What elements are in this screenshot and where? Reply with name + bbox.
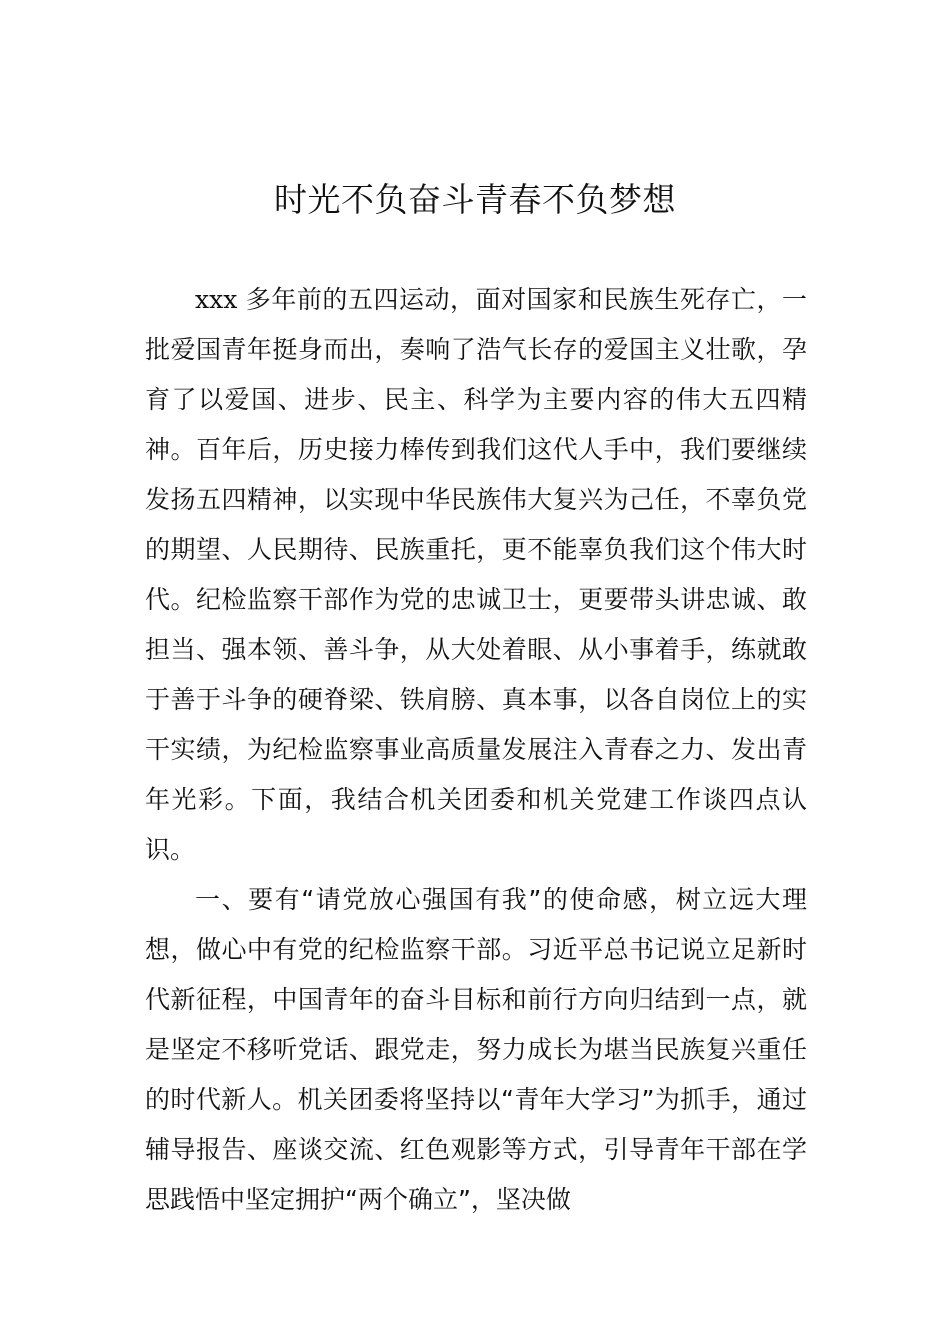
document-body bbox=[145, 275, 807, 1225]
paragraph-intro-lead: xxx bbox=[195, 285, 238, 314]
document-title: 时光不负奋斗青春不负梦想 bbox=[274, 180, 676, 219]
paragraph-point-one: 一、要有“请党放心强国有我”的使命感，树立远大理想，做心中有党的纪检监察干部。习近平总书记说立足新时代新征程，中国青年的奋斗目标和前行方向归结到一点，就是坚定不移听党话、跟党走，努力成长为堪当民族复兴重任的时代新人。机关团委将坚持以“青年大学习”为抓手，通过辅导报告、座谈交流、红色观影等方式，引导青年干部在学思践悟中坚定拥护“两个确立”，坚决做 bbox=[145, 885, 807, 1214]
paragraph-intro-text: 多年前的五四运动，面对国家和民族生死存亡，一批爱国青年挺身而出，奏响了浩气长存的爱国主义壮歌，孕育了以爱国、进步、民主、科学为主要内容的伟大五四精神。百年后，历史接力棒传到我们这代人手中，我们要继续发扬五四精神，以实现中华民族伟大复兴为己任，不辜负党的期望、人民期待、民族重托，更不能辜负我们这个伟大时代。纪检监察干部作为党的忠诚卫士，更要带头讲忠诚、敢担当、强本领、善斗争，从大处着眼、从小事着手，练就敢于善于斗争的硬脊梁、铁肩膀、真本事，以各自岗位上的实干实绩，为纪检监察事业高质量发展注入青春之力、发出青年光彩。下面，我结合机关团委和机关党建工作谈四点认识。 bbox=[145, 285, 807, 864]
paragraph-intro bbox=[145, 275, 807, 875]
